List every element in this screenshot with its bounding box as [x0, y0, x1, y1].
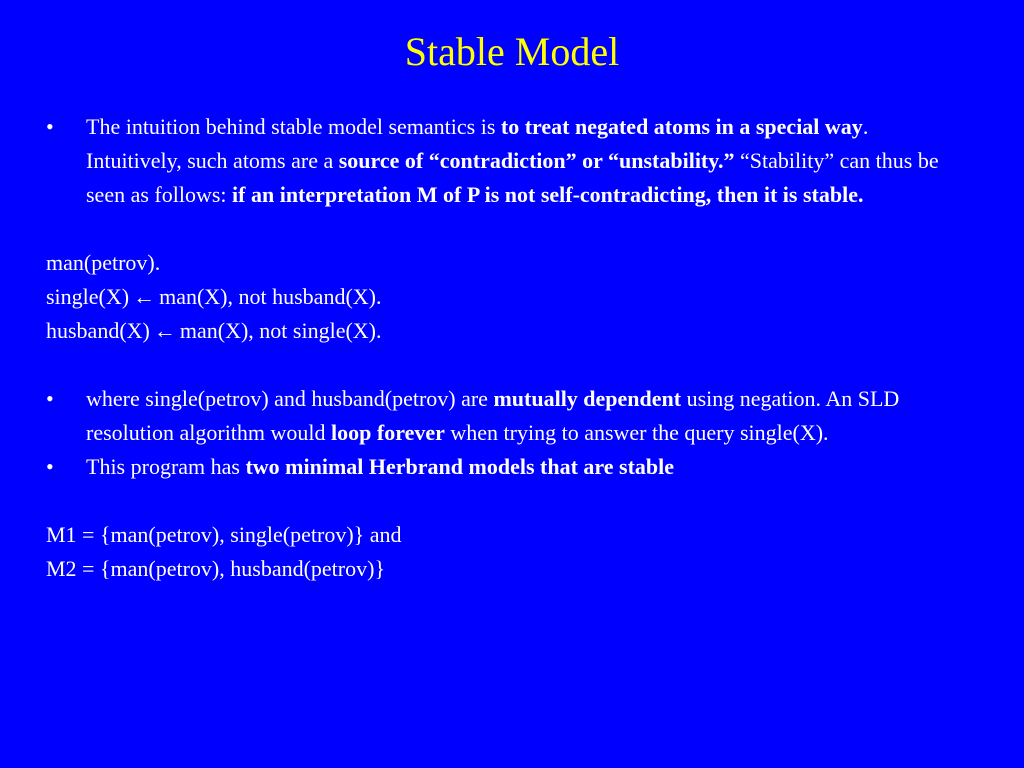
- rule-head-single: single(X): [46, 284, 130, 309]
- program-line-3: [46, 314, 966, 348]
- rule-head-husband: husband(X): [46, 318, 150, 343]
- program-line-1: man(petrov).: [46, 250, 161, 275]
- bullet-dot: •: [46, 114, 54, 139]
- rule-body-husband: man(X), not single(X).: [179, 318, 382, 343]
- bullet-dot: •: [46, 386, 54, 411]
- b2-bold-1: mutually dependent: [493, 386, 682, 411]
- intro-text-2: . Intuitively, such atoms are a: [86, 114, 869, 173]
- intro-text-3: “Stability” can thus be seen as follows:: [86, 148, 939, 207]
- intro-bold-1: to treat negated atoms in a special way: [500, 114, 863, 139]
- rule-body-single: man(X), not husband(X).: [159, 284, 382, 309]
- bullet-herbrand-models: [46, 450, 966, 484]
- b2-text-3: when trying to answer the query single(X).: [444, 420, 829, 445]
- intro-text-1: The intuition behind stable model semantics is: [86, 114, 501, 139]
- b2-bold-2: loop forever: [331, 420, 445, 445]
- intro-bold-2: source of “contradiction” or “unstability.”: [338, 148, 735, 173]
- rule-arrow-icon: ←: [133, 284, 156, 309]
- slide-title: Stable Model: [404, 29, 620, 74]
- bullet-intuition: [46, 110, 966, 212]
- bullet-dot: •: [46, 454, 54, 479]
- b3-bold-1: two minimal Herbrand models that are stable: [245, 454, 675, 479]
- b3-text-1: This program has: [86, 454, 246, 479]
- intro-bold-3: if an interpretation M of P is not self-contradicting, then it is stable.: [232, 182, 864, 207]
- model-m2: M2 = {man(petrov), husband(petrov)}: [46, 556, 386, 581]
- b2-text-1: where single(petrov) and husband(petrov) are: [86, 386, 494, 411]
- model-m1: M1 = {man(petrov), single(petrov)} and: [46, 522, 402, 547]
- bullet-mutual-dependence: [46, 382, 966, 450]
- program-line-2: [46, 280, 966, 314]
- b2-text-2: using negation. An SLD resolution algorithm would: [86, 386, 900, 445]
- slide-body: [46, 110, 966, 586]
- rule-arrow-icon: ←: [153, 318, 176, 343]
